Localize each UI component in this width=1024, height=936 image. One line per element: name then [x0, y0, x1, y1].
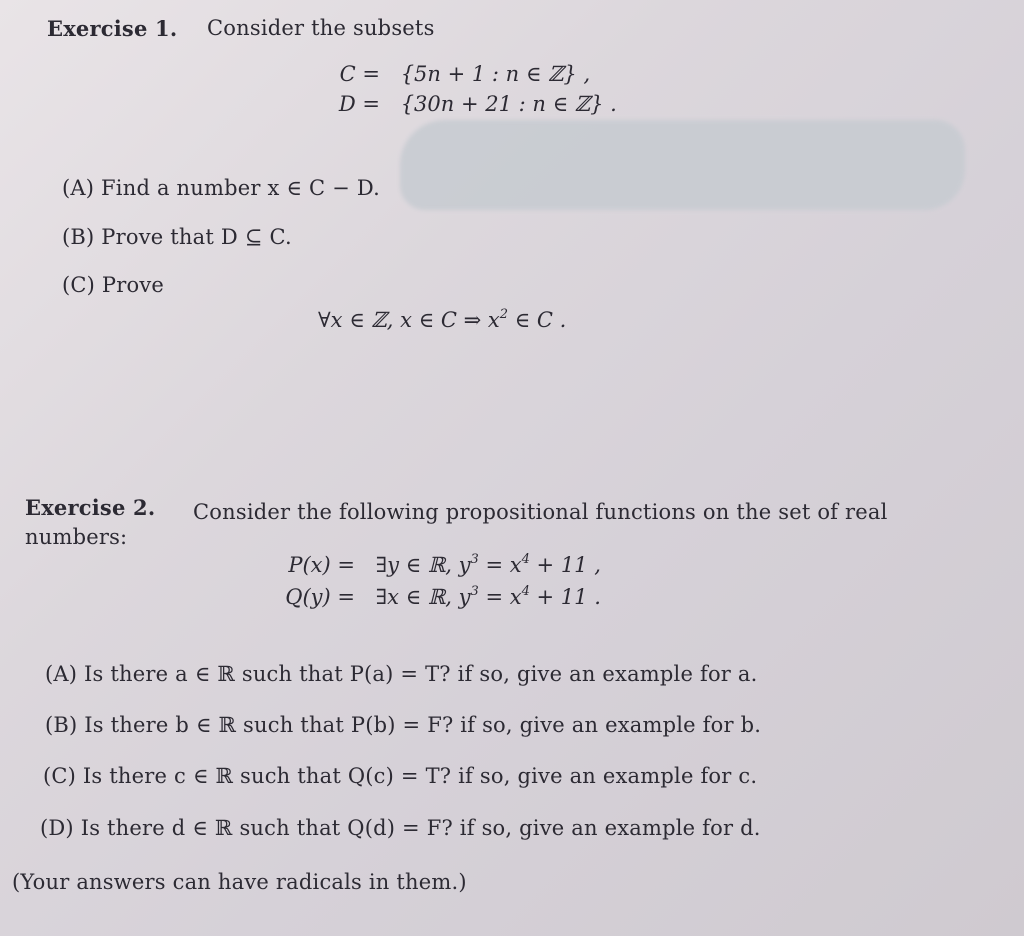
- exercise2-intro: Consider the following propositional functions on the set of real: [193, 500, 888, 524]
- exercise1-part-b: (B) Prove that D ⊆ C.: [62, 225, 292, 249]
- redaction-smudge: [400, 120, 965, 210]
- exercise1-part-a: (A) Find a number x ∈ C − D.: [62, 176, 381, 200]
- exercise2-part-d: (D) Is there d ∈ ℝ such that Q(d) = F? if so, give an example for d.: [40, 816, 761, 840]
- exercise1-intro: Consider the subsets: [207, 16, 435, 40]
- exercise2-note: (Your answers can have radicals in them.): [12, 870, 467, 894]
- statement-pre: ∀x ∈ ℤ, x ∈ C ⇒ x: [318, 308, 500, 332]
- set-d-lhs: D =: [338, 92, 380, 116]
- set-c-rhs: {5n + 1 : n ∈ ℤ} ,: [400, 62, 591, 86]
- exercise1-heading: Exercise 1.: [47, 16, 178, 41]
- exercise2-intro-cont: numbers:: [25, 525, 128, 549]
- set-c-lhs: C =: [339, 62, 380, 86]
- statement-post: ∈ C .: [507, 308, 567, 332]
- exercise2-part-a: (A) Is there a ∈ ℝ such that P(a) = T? if so, give an example for a.: [45, 662, 758, 686]
- p-lhs: P(x) =: [288, 553, 355, 577]
- statement-exponent: 2: [499, 307, 508, 322]
- exercise2-heading: Exercise 2.: [25, 495, 156, 520]
- p-definition: [240, 553, 601, 577]
- q-definition: [240, 585, 601, 609]
- exercise1-part-c: (C) Prove: [62, 273, 165, 297]
- exercise1-statement: [318, 308, 566, 332]
- set-d-definition: [300, 92, 617, 116]
- p-rhs: ∃y ∈ ℝ, $y^3 = x^4 + 11$ ,: [375, 552, 601, 577]
- set-c-definition: [300, 62, 590, 86]
- q-lhs: Q(y) =: [285, 585, 355, 609]
- q-rhs: ∃x ∈ ℝ, $y^3 = x^4 + 11$ .: [375, 584, 601, 609]
- set-d-rhs: {30n + 21 : n ∈ ℤ} .: [400, 92, 617, 116]
- exercise2-part-c: (C) Is there c ∈ ℝ such that Q(c) = T? if so, give an example for c.: [43, 764, 758, 788]
- exercise2-part-b: (B) Is there b ∈ ℝ such that P(b) = F? if so, give an example for b.: [45, 713, 762, 737]
